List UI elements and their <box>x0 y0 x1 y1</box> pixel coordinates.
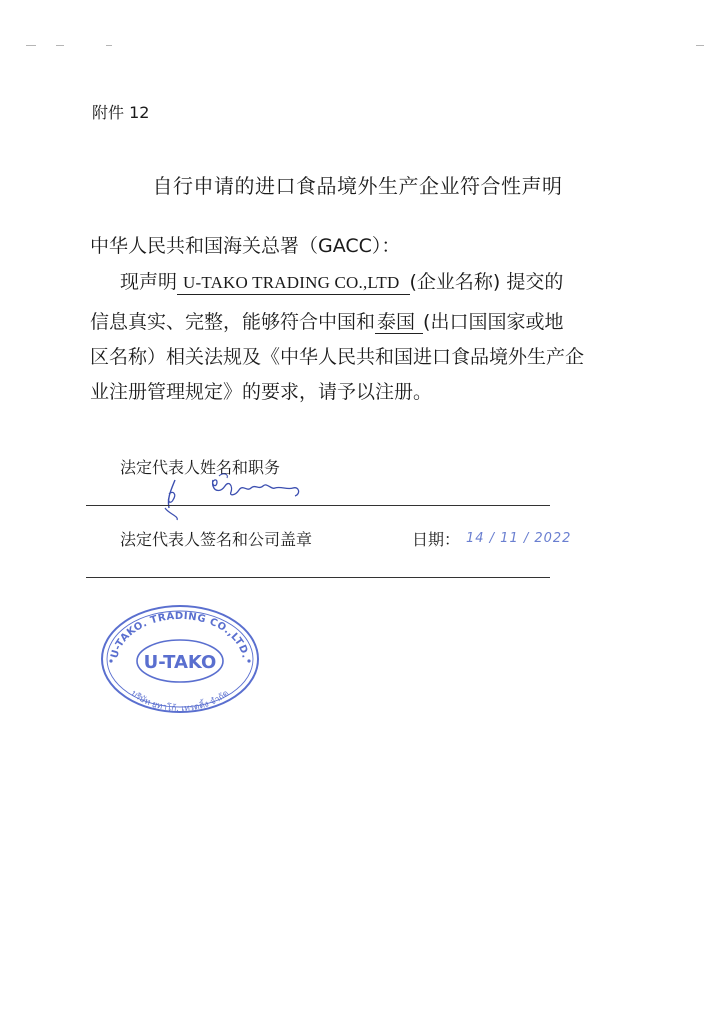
handwritten-signature <box>155 472 315 522</box>
date-label: 日期： <box>412 530 461 549</box>
date-value: 14 / 11 / 2022 <box>466 531 572 546</box>
document-title: 自行申请的进口食品境外生产企业符合性声明 <box>152 174 563 198</box>
signature-line-1 <box>86 505 550 506</box>
declaration-line-1 <box>120 270 563 295</box>
declaration-line-4: 业注册管理规定》的要求，请予以注册。 <box>90 381 433 403</box>
declaration-line-2 <box>90 310 563 334</box>
stamp-top-text: U-TAKO. TRADING CO.,LTD. <box>109 610 251 660</box>
addressee: 中华人民共和国海关总署（GACC）： <box>90 235 401 257</box>
rep-name-title-label: 法定代表人姓名和职务 <box>120 458 281 477</box>
scan-speck <box>26 45 36 46</box>
company-name-field: U-TAKO TRADING CO.,LTD <box>177 272 409 295</box>
scan-speck <box>56 45 64 46</box>
svg-text:บริษัท ยูทาโก้. เทรดดิ้ง จำกัด <box>129 689 231 714</box>
signature-line-2 <box>86 577 550 578</box>
country-field: 泰国 <box>375 311 423 334</box>
country-hint: (出口国国家或地 <box>423 311 564 333</box>
company-stamp <box>99 603 261 715</box>
stamp-bottom-text: บริษัท ยูทาโก้. เทรดดิ้ง จำกัด <box>128 688 232 714</box>
declaration-prefix: 现声明 <box>120 271 178 293</box>
stamp-center-text: U-TAKO <box>143 652 217 673</box>
scan-speck <box>696 45 704 46</box>
attachment-label: 附件 12 <box>92 103 150 122</box>
declaration-line-3: 区名称）相关法规及《中华人民共和国进口食品境外生产企 <box>90 346 585 368</box>
company-name-hint: (企业名称) 提交的 <box>409 271 564 293</box>
scan-speck <box>106 45 112 46</box>
rep-signature-label: 法定代表人签名和公司盖章 <box>120 530 313 549</box>
declaration-conformity-text: 信息真实、完整，能够符合中国和 <box>90 311 376 333</box>
